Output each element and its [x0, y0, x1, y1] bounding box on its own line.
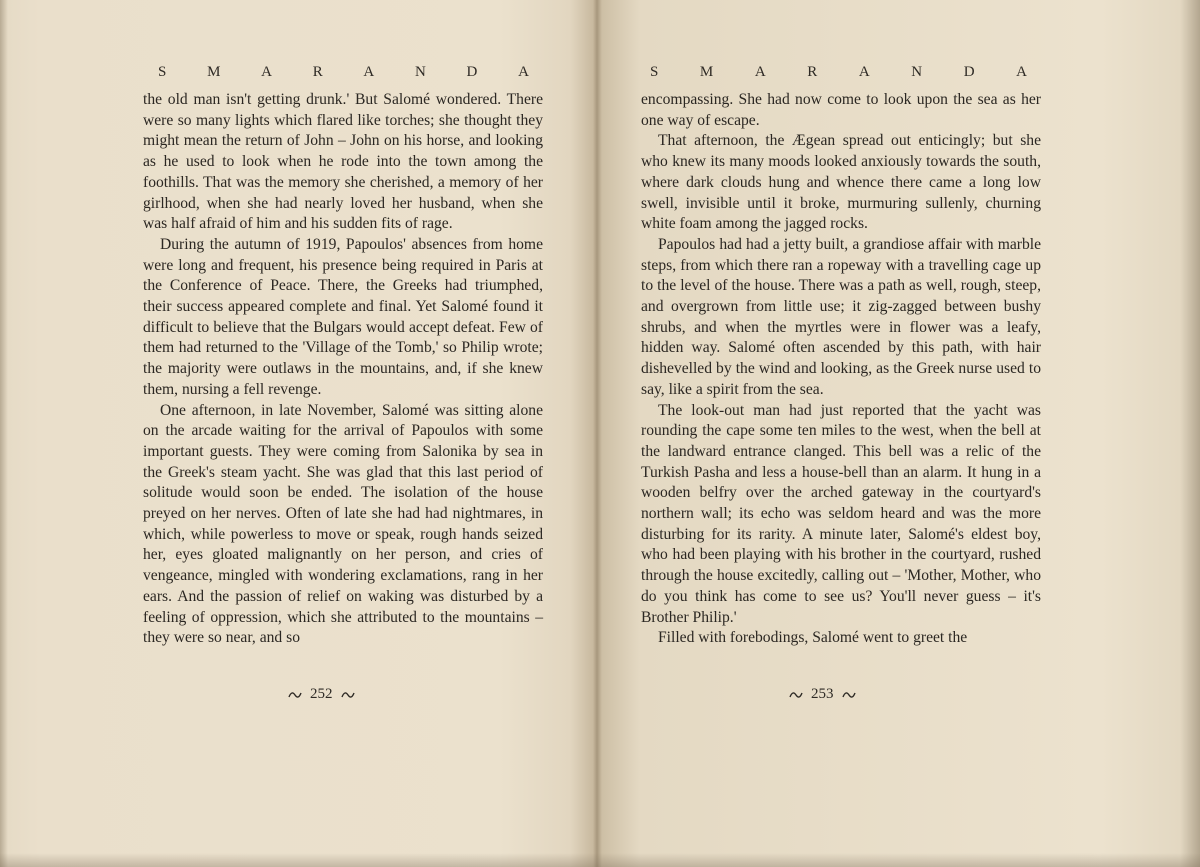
running-head-letter: M [699, 64, 715, 80]
running-head-letter: A [518, 64, 530, 80]
paragraph: During the autumn of 1919, Papoulos' absences from home were long and frequent, his presence being required in Paris at the Conference of Peace. There, the Greeks had triumphed, their success appeared complete and final. Yet Salomé found it difficult to believe that the Bulgars would accept defeat. Few of them had returned to the 'Village of the Tomb,' so Philip wrote; the majority were outlaws in the mountains, and, if she knew them, nursing a fell revenge. [143, 235, 543, 398]
paragraph: That afternoon, the Ægean spread out enticingly; but she who knew its many moods looked anxiously towards the south, where dark clouds hung and whence there came a long low swell, invisible until it broke, murmuring sullenly, churning white foam among the jagged rocks. [641, 132, 1041, 233]
ornament-right-icon [842, 690, 856, 700]
running-head-letter: M [207, 64, 222, 80]
page-number: 252 [310, 686, 333, 702]
ornament-right-icon [341, 690, 355, 700]
running-head-letter: A [1016, 64, 1028, 80]
running-head-letter: N [911, 64, 924, 80]
paragraph: encompassing. She had now come to look upon the sea as her one way of escape. [641, 91, 1041, 129]
running-head-letter: A [858, 64, 871, 80]
right-page [597, 0, 1200, 867]
running-head-letter: A [363, 64, 376, 80]
right-folio [789, 686, 856, 703]
running-head-letter: R [807, 64, 819, 80]
paragraph: The look-out man had just reported that the yacht was rounding the cape some ten miles to the west, when the bell at the landward entrance clanged. This bell was a relic of the Turkish Pasha and less a house-bell than an alarm. It hung in a wooden belfry over the arched gateway in the courtyard's northern wall; its echo was seldom heard and was the more disturbing for its rarity. A minute later, Salomé's eldest boy, who had been playing with his brother in the courtyard, rushed through the house excitedly, calling out – 'Mother, Mother, who do you think has come to see us? You'll never guess – it's Brother Philip.' [641, 401, 1041, 626]
page-number: 253 [811, 686, 834, 702]
ornament-left-icon [288, 690, 302, 700]
right-running-head [650, 64, 1028, 81]
running-head-letter: S [650, 64, 660, 80]
running-head-letter: S [158, 64, 168, 80]
ornament-left-icon [789, 690, 803, 700]
right-text-block [641, 90, 1041, 649]
paragraph: Filled with forebodings, Salomé went to greet the [658, 629, 968, 647]
running-head-letter: D [466, 64, 479, 80]
left-text-block [143, 90, 543, 649]
running-head-letter: A [754, 64, 767, 80]
running-head-letter: N [414, 64, 427, 80]
paragraph: One afternoon, in late November, Salomé was sitting alone on the arcade waiting for the arrival of Papoulos with some important guests. They were coming from Salonika by sea in the Greek's steam yacht. She was glad that this last period of solitude would soon be ended. The isolation of the house preyed on her nerves. Often of late she had had nightmares, in which, while powerless to move or speak, rough hands seized her, eyes gloated malignantly on her person, and cries of vengeance, mingled with wondering exclamations, rang in her ears. And the passion of relief on waking was disturbed by a feeling of oppression, which she attributed to the mountains – they were so near, and so [143, 401, 543, 647]
left-running-head [158, 64, 530, 81]
running-head-letter: D [963, 64, 976, 80]
left-page [0, 0, 597, 867]
paragraph: Papoulos had had a jetty built, a grandiose affair with marble steps, from which there ran a ropeway with a travelling cage up to the level of the house. There was a path as well, rough, steep, and overgrown from little use; it zig-zagged between bushy shrubs, and when the myrtles were in flower was a leafy, hidden way. Salomé often ascended by this path, with hair dishevelled by the wind and looking, as the Greek nurse used to say, like a spirit from the sea. [641, 235, 1041, 398]
running-head-letter: R [312, 64, 324, 80]
left-folio [288, 686, 355, 703]
paragraph: the old man isn't getting drunk.' But Salomé wondered. There were so many lights which flared like torches; she thought they might mean the return of John – John on his horse, and looking as he used to look when he rode into the town among the foothills. That was the memory she cherished, a memory of her girlhood, when she had nearly loved her husband, when she was half afraid of him and his sudden fits of rage. [143, 91, 543, 233]
running-head-letter: A [261, 64, 273, 80]
